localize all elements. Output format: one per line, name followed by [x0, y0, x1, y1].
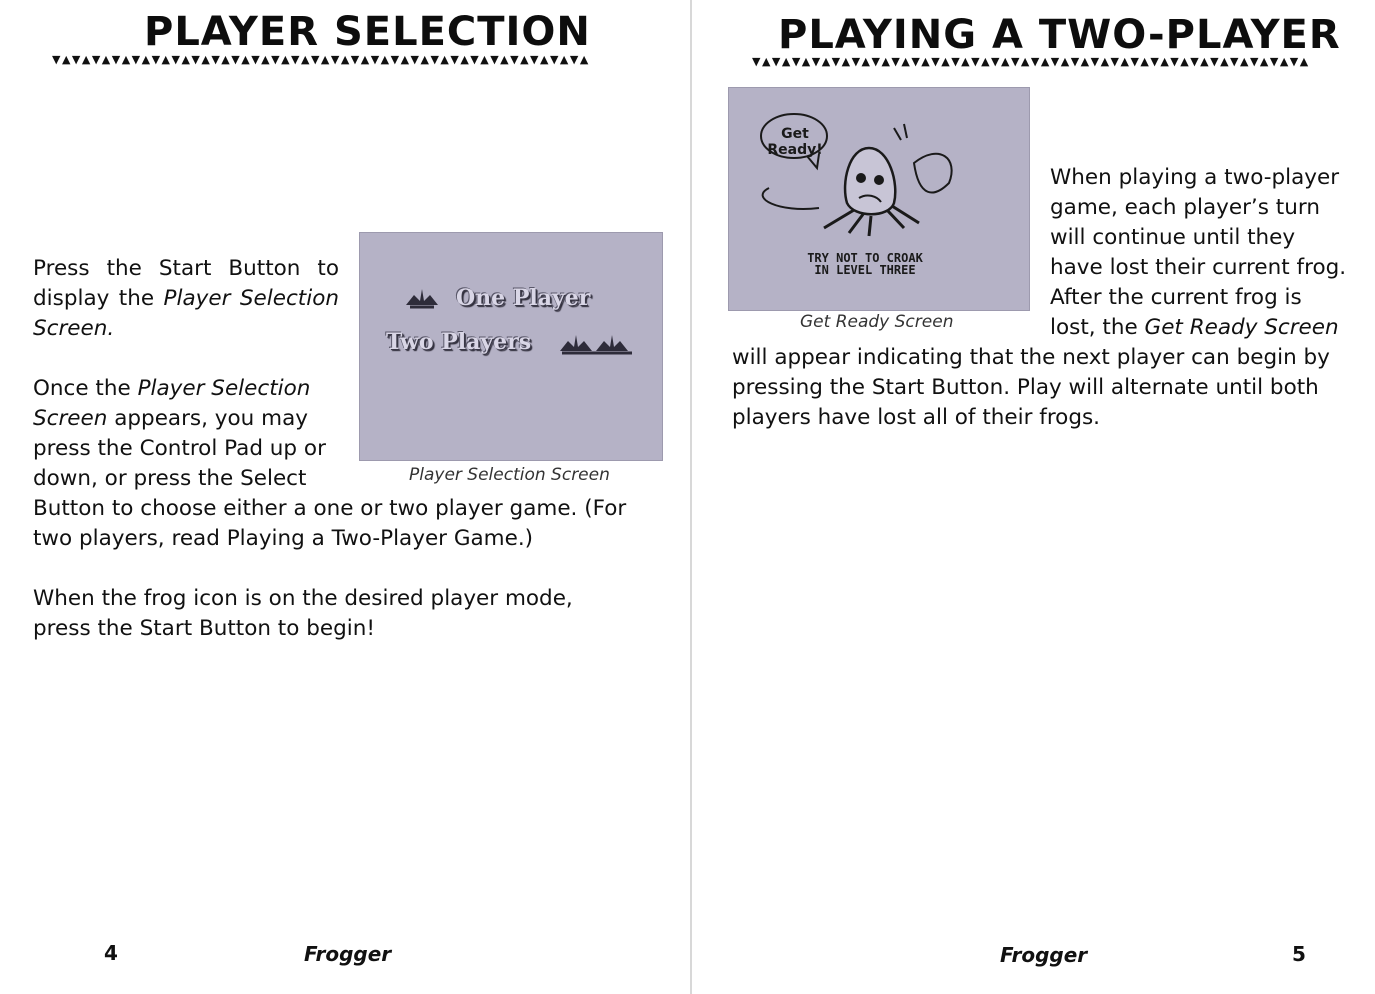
- level-message-line2: IN LEVEL THREE: [814, 263, 916, 277]
- paragraph-gap: [33, 554, 637, 584]
- triangle-border-left: ▼▲▼▲▼▲▼▲▼▲▼▲▼▲▼▲▼▲▼▲▼▲▼▲▼▲▼▲▼▲▼▲▼▲▼▲▼▲▼▲▼▲▼▲▼▲▼▲▼▲▼▲▼▲: [52, 54, 590, 66]
- float-spacer-right: [732, 163, 1050, 341]
- paragraph-frog-icon: When the frog icon is on the desired player mode, press the Start Button to begin!: [33, 586, 573, 641]
- paragraph-press-start: Press the Start Button to display the Player Selection Screen.: [33, 256, 339, 341]
- speech-bubble-text: Get Ready!: [767, 126, 823, 158]
- menu-option-one-player: One Player: [456, 285, 591, 311]
- player-selection-screenshot: [359, 232, 663, 461]
- page-number-left: 4: [104, 941, 118, 965]
- instruction-text-top: [33, 254, 339, 344]
- footer-title-right: Frogger: [1000, 943, 1088, 967]
- page-title-left: PLAYER SELECTION: [144, 9, 591, 55]
- triangle-border-right: ▼▲▼▲▼▲▼▲▼▲▼▲▼▲▼▲▼▲▼▲▼▲▼▲▼▲▼▲▼▲▼▲▼▲▼▲▼▲▼▲▼▲▼▲▼▲▼▲▼▲▼▲▼▲▼▲: [752, 56, 1310, 68]
- frog-icon: [402, 285, 442, 311]
- paragraph-once-selection: Once the Player Selection Screen appears, you may press the Control Pad up or down, or press the Select Button to choose either a one or two player game. (For two players, read Playing a Two-Player Game.): [33, 374, 637, 554]
- caption-get-ready: Get Ready Screen: [800, 312, 954, 332]
- page-title-right: PLAYING A TWO-PLAYER: [778, 12, 1341, 58]
- paragraph-two-player: When playing a two-player game, each player’s turn will continue until they have lost their current frog. After the current frog is lost, the Get Ready Screen will appear indicating that the next player can begin by pressing the Start Button. Play will alternate until both players have lost all of their frogs.: [732, 165, 1347, 430]
- page-number-right: 5: [1292, 942, 1306, 966]
- menu-option-two-players: Two Players: [386, 329, 532, 355]
- instruction-text-right: [732, 163, 1348, 433]
- footer-title-left: Frogger: [304, 942, 392, 966]
- level-message-line1: TRY NOT TO CROAK: [807, 251, 923, 265]
- right-page: [692, 0, 1375, 994]
- caption-player-selection: Player Selection Screen: [409, 465, 610, 485]
- frog-icons-pair: [558, 331, 638, 357]
